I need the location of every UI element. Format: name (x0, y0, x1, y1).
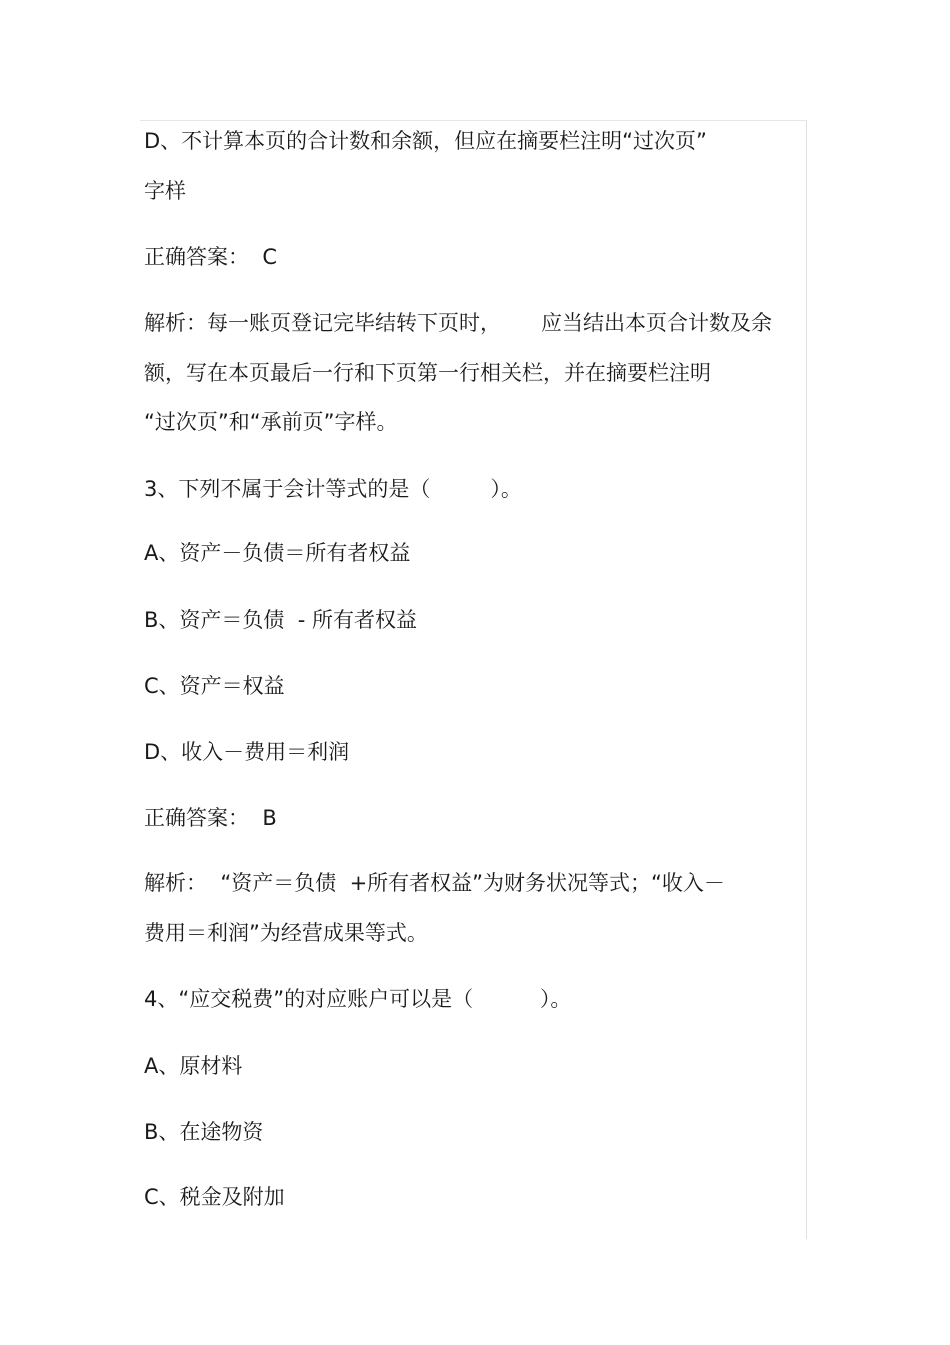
option-a: A、资产－负债＝所有者权益 (144, 541, 411, 565)
option-d: D、收入－费用＝利润 (144, 740, 350, 764)
option-b: B、在途物资 (144, 1120, 264, 1144)
option-d-text: D、不计算本页的合计数和余额，但应在摘要栏注明“过次页” (144, 129, 707, 153)
explanation-line: 解析： “资产＝负债 +所有者权益”为财务状况等式；“收入－ (144, 871, 725, 895)
explanation-line: “过次页”和“承前页”字样。 (144, 410, 398, 434)
answer-line: 正确答案： B (144, 806, 277, 830)
option-a: A、原材料 (144, 1054, 243, 1078)
question-4: 4、“应交税费”的对应账户可以是（ ）。 (144, 987, 572, 1011)
answer-line: 正确答案： C (144, 245, 278, 269)
explanation-line: 费用＝利润”为经营成果等式。 (144, 921, 428, 945)
option-b: B、资产＝负债 - 所有者权益 (144, 608, 418, 632)
option-c: C、税金及附加 (144, 1185, 285, 1209)
option-d-text-continued: 字样 (144, 179, 186, 203)
explanation-line: 解析：每一账页登记完毕结转下页时， 应当结出本页合计数及余 (144, 311, 773, 335)
question-3: 3、下列不属于会计等式的是（ ）。 (144, 477, 522, 501)
explanation-line: 额，写在本页最后一行和下页第一行相关栏，并在摘要栏注明 (144, 361, 711, 385)
option-c: C、资产＝权益 (144, 674, 285, 698)
